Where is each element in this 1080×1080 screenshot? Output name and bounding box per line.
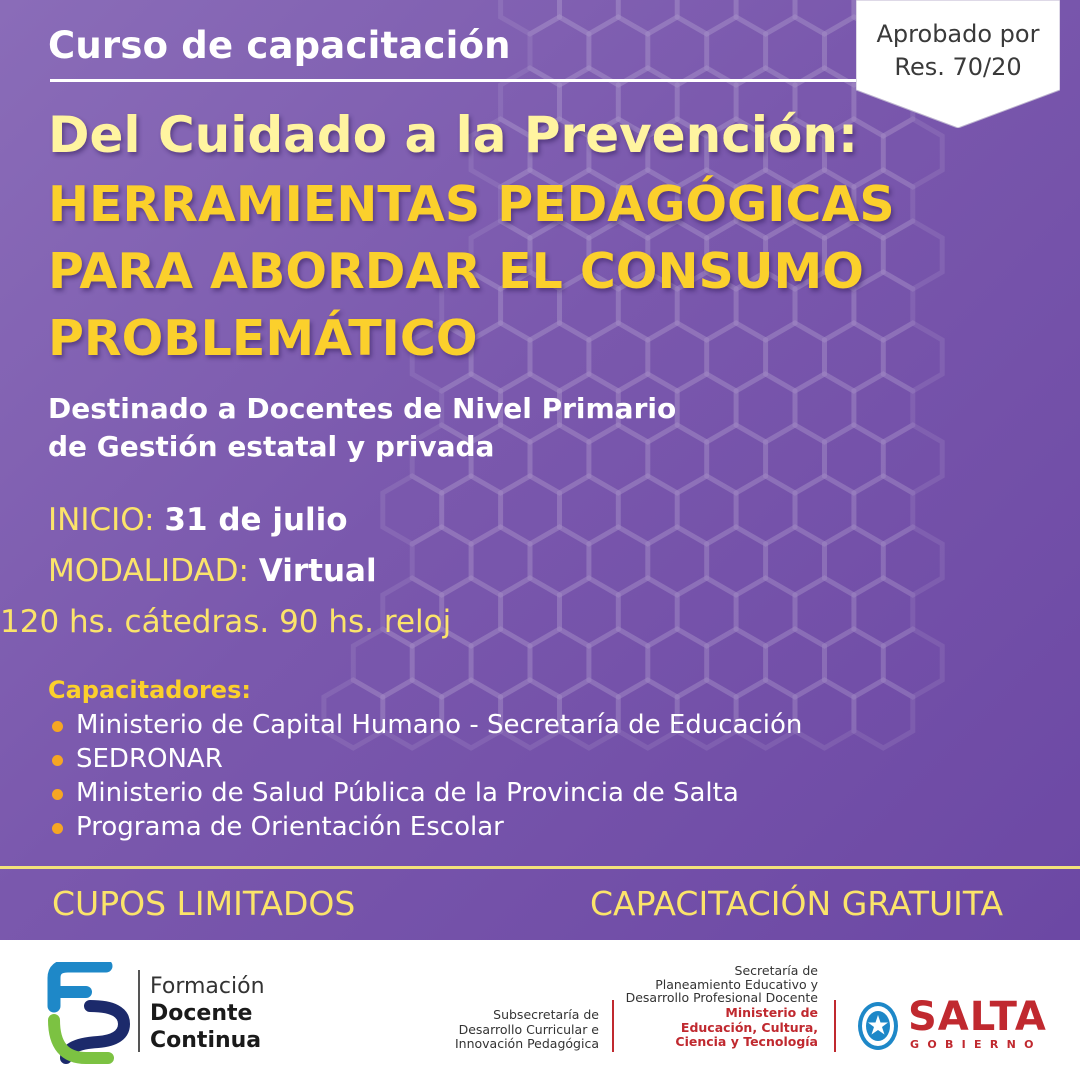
bullet-icon bbox=[52, 823, 63, 834]
fdc-line3: Continua bbox=[150, 1028, 262, 1053]
footer-divider bbox=[612, 1000, 614, 1052]
fdc-line2: Docente bbox=[150, 1001, 253, 1026]
salta-seal-icon bbox=[856, 1000, 900, 1052]
trainers-title: Capacitadores: bbox=[48, 676, 251, 704]
course-subtitle-line3: PROBLEMÁTICO bbox=[48, 310, 478, 367]
start-label: INICIO: bbox=[48, 502, 155, 538]
free-training-label: CAPACITACIÓN GRATUITA bbox=[590, 884, 1004, 923]
trainers-list bbox=[52, 710, 802, 846]
trainer-name: Programa de Orientación Escolar bbox=[76, 812, 504, 842]
bullet-icon bbox=[52, 789, 63, 800]
logo-divider bbox=[138, 970, 140, 1052]
modality-label: MODALIDAD: bbox=[48, 553, 249, 589]
subsec-line2: Desarrollo Curricular e bbox=[458, 1021, 599, 1037]
footer-divider bbox=[834, 1000, 836, 1052]
audience-line2: de Gestión estatal y privada bbox=[48, 430, 495, 463]
badge-line2: Res. 70/20 bbox=[894, 53, 1022, 81]
course-label: Curso de capacitación bbox=[48, 24, 511, 67]
sec-line1: Secretaría de bbox=[734, 963, 818, 978]
sec-line2: Planeamiento Educativo y bbox=[655, 976, 818, 992]
badge-line1: Aprobado por bbox=[876, 20, 1040, 48]
list-item bbox=[52, 778, 802, 812]
hours-row: 120 hs. cátedras. 90 hs. reloj bbox=[0, 604, 452, 640]
formacion-docente-logo-icon bbox=[46, 962, 130, 1064]
hexagon-shape bbox=[736, 0, 795, 34]
trainer-name: SEDRONAR bbox=[76, 744, 223, 774]
course-subtitle-line1: HERRAMIENTAS PEDAGÓGICAS bbox=[48, 176, 895, 233]
audience-line1: Destinado a Docentes de Nivel Primario bbox=[48, 392, 677, 425]
subsec-line3: Innovación Pedagógica bbox=[454, 1036, 599, 1051]
sec-line3: Desarrollo Profesional Docente bbox=[625, 990, 818, 1005]
hexagon-shape bbox=[560, 0, 619, 34]
fdc-line1: Formación bbox=[150, 974, 265, 999]
course-title: Del Cuidado a la Prevención: bbox=[48, 106, 858, 164]
ministry-line2: Educación, Cultura, bbox=[680, 1019, 818, 1035]
subsec-line1: Subsecretaría de bbox=[493, 1007, 599, 1022]
list-item bbox=[52, 812, 802, 846]
trainer-name: Ministerio de Capital Humano - Secretaría de Educación bbox=[76, 710, 803, 740]
approval-badge bbox=[856, 0, 1060, 128]
start-value: 31 de julio bbox=[164, 502, 348, 538]
list-item bbox=[52, 710, 802, 744]
ministry-label bbox=[675, 1006, 818, 1050]
modality-value: Virtual bbox=[258, 553, 377, 589]
bullet-icon bbox=[52, 755, 63, 766]
course-subtitle-line2: PARA ABORDAR EL CONSUMO bbox=[48, 243, 864, 300]
hexagon-shape bbox=[854, 680, 913, 748]
secretaria-label bbox=[626, 964, 818, 1005]
bullet-icon bbox=[52, 721, 63, 732]
salta-logo-gobierno: GOBIERNO bbox=[910, 1038, 1042, 1051]
list-item bbox=[52, 744, 802, 778]
subsecretaria-label bbox=[455, 1008, 599, 1052]
footer bbox=[0, 940, 1080, 1080]
trainer-name: Ministerio de Salud Pública de la Provincia de Salta bbox=[76, 778, 739, 808]
salta-logo-word: SALTA bbox=[908, 994, 1047, 1040]
start-date-row bbox=[48, 502, 348, 538]
course-label-underline bbox=[50, 79, 860, 82]
ministry-line3: Ciencia y Tecnología bbox=[675, 1034, 818, 1049]
hexagon-shape bbox=[795, 680, 854, 748]
hexagon-shape bbox=[795, 0, 854, 34]
modality-row bbox=[48, 553, 377, 589]
limited-spots-label: CUPOS LIMITADOS bbox=[52, 884, 356, 923]
ministry-line1: Ministerio de bbox=[725, 1005, 818, 1020]
hexagon-shape bbox=[618, 0, 677, 34]
hexagon-shape bbox=[677, 0, 736, 34]
bottom-divider bbox=[0, 866, 1080, 869]
